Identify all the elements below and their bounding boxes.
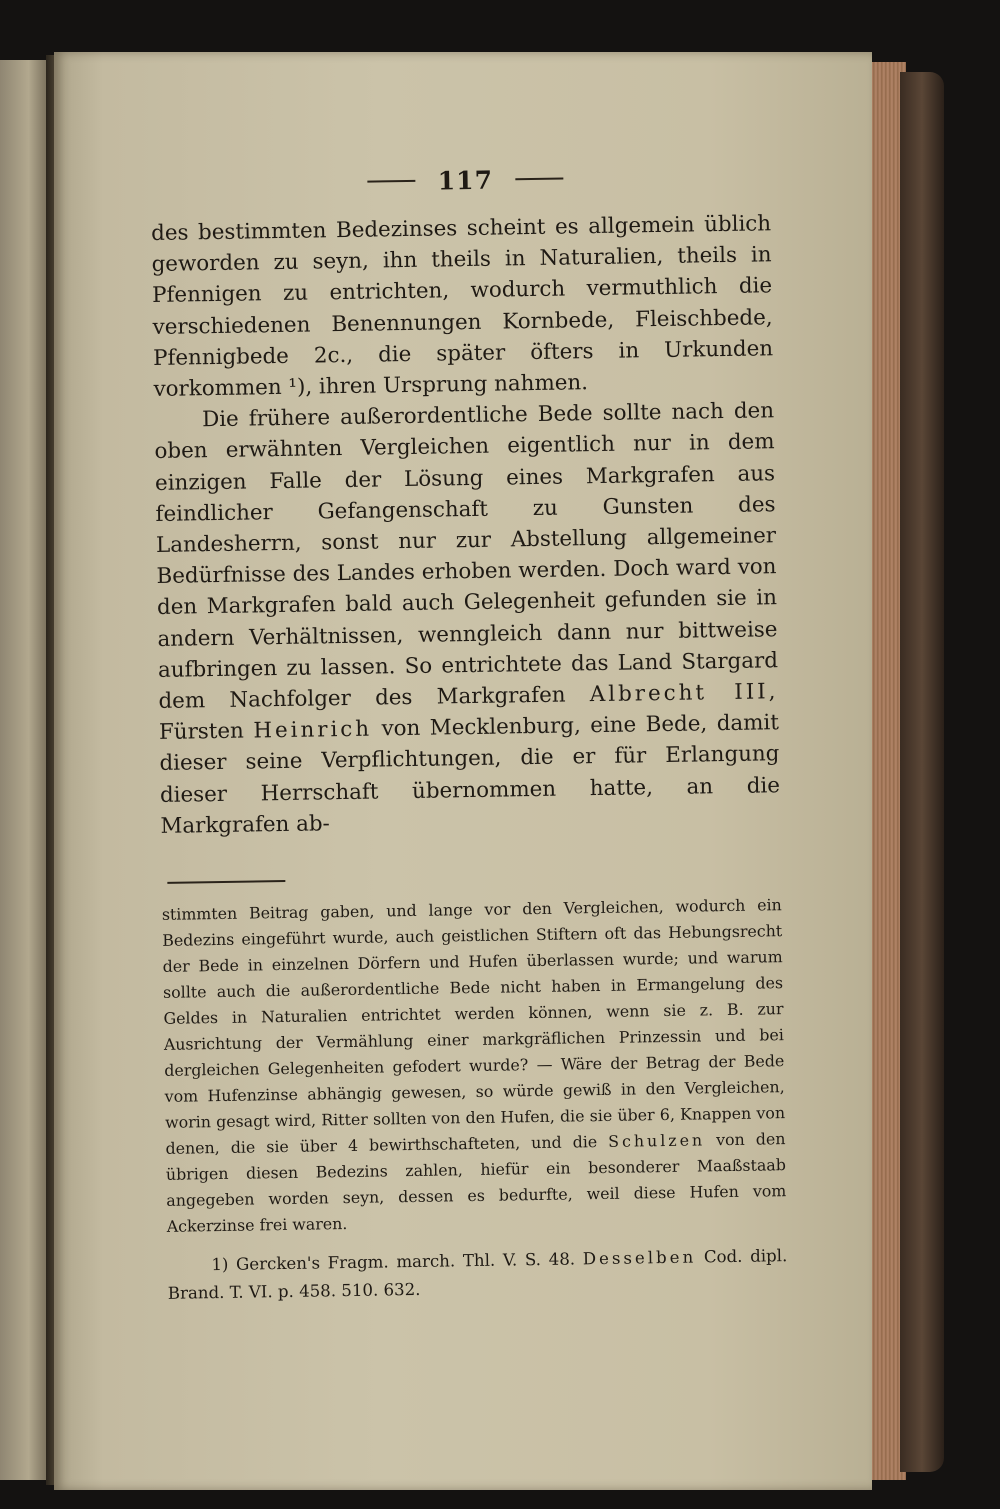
reference-desselben: Desselben — [582, 1247, 697, 1269]
page-header — [160, 150, 771, 210]
header-rule-right — [515, 178, 563, 181]
page-number: 117 — [437, 165, 494, 195]
book-cover — [900, 72, 944, 1472]
footnote-text: stimmten Beitrag gaben, und lange vor den Vergleichen, wodurch ein Bedezins eingeführt wurde, auch geistlichen Stiftern oft das Hebungsrecht der Bede in einzelnen Dörfern und Hufen überlassen wurde; und warum sollte auch die außerordentliche Bede nicht haben in Ermangelung des Geldes in Naturalien entrichtet werden können, wenn sie z. B. zur Ausrichtung der Vermählung einer markgräflichen Prinzessin und bei dergleichen Gelegenheiten gefodert wurde? — Wäre der Betrag der Bede vom Hufenzinse abhängig gewesen, so würde gewiß in den Vergleichen, worin gesagt wird, Ritter sollten von den Hufen, die sie über 6, Knappen von denen, die sie über 4 bewirthschafteten, und die — [161, 895, 786, 1158]
paragraph-1: des bestimmten Bedezinses scheint es allgemein üblich geworden zu seyn, ihn theils in Naturalien, theils in Pfennigen zu entrichten, wodurch vermuthlich die verschiedenen Benennungen Kornbede, Fleischbede, Pfennigbede 2c., die später öfters in Urkunden vorkommen ¹), ihren Ursprung nahmen. — [150, 211, 774, 402]
name-albrecht: Albrecht III, — [589, 679, 779, 708]
left-page-edge — [0, 60, 52, 1480]
footnotes — [162, 892, 788, 1308]
footnote-continuation — [162, 892, 787, 1240]
footnote-separator — [167, 880, 285, 884]
term-schulzen: Schulzen — [608, 1130, 706, 1151]
paragraph-2-start: Die frühere außerordentliche Bede sollte nach den oben erwähnten Vergleichen eigentlich nur in dem einzigen Falle der Lösung eines Markgrafen aus feindlicher Gefangenschaft zu Gunsten des Landesherrn, sonst nur zur Abstellung allgemeiner Bedürfnisse des Landes erhoben werden. Doch ward von den Markgrafen bald auch Gelegenheit gefunden sie in andern Verhältnissen, wenngleich dann nur bittweise aufbringen zu lassen. So entrichtete das Land Stargard dem Nachfolger des Markgrafen — [154, 398, 779, 714]
reference-footnote — [167, 1242, 788, 1308]
reference-text: 1) Gercken's Fragm. march. Thl. V. S. 48. — [211, 1249, 576, 1275]
main-text — [151, 208, 781, 842]
header-rule-left — [368, 180, 416, 183]
paragraph-2-end: von Mecklenburg, eine Bede, damit dieser seine Verpflichtungen, die er für Erlangung dieser Herrschaft übernommen hatte, an die Markgrafen ab- — [159, 710, 781, 839]
page-content — [150, 150, 788, 1308]
paragraph-2-mid: Fürsten — [158, 718, 245, 746]
name-heinrich: Heinrich — [253, 716, 373, 744]
paragraph-2 — [154, 395, 781, 842]
footnote-text-end: von den übrigen diesen Bedezins zahlen, hiefür ein besonderer Maaßstaab angegeben worden seyn, dessen es bedurfte, weil diese Hufen vom Ackerzinse frei waren. — [165, 1129, 787, 1236]
reference-tail: Cod. dipl. Brand. T. VI. p. 458. 510. 632. — [167, 1246, 788, 1303]
